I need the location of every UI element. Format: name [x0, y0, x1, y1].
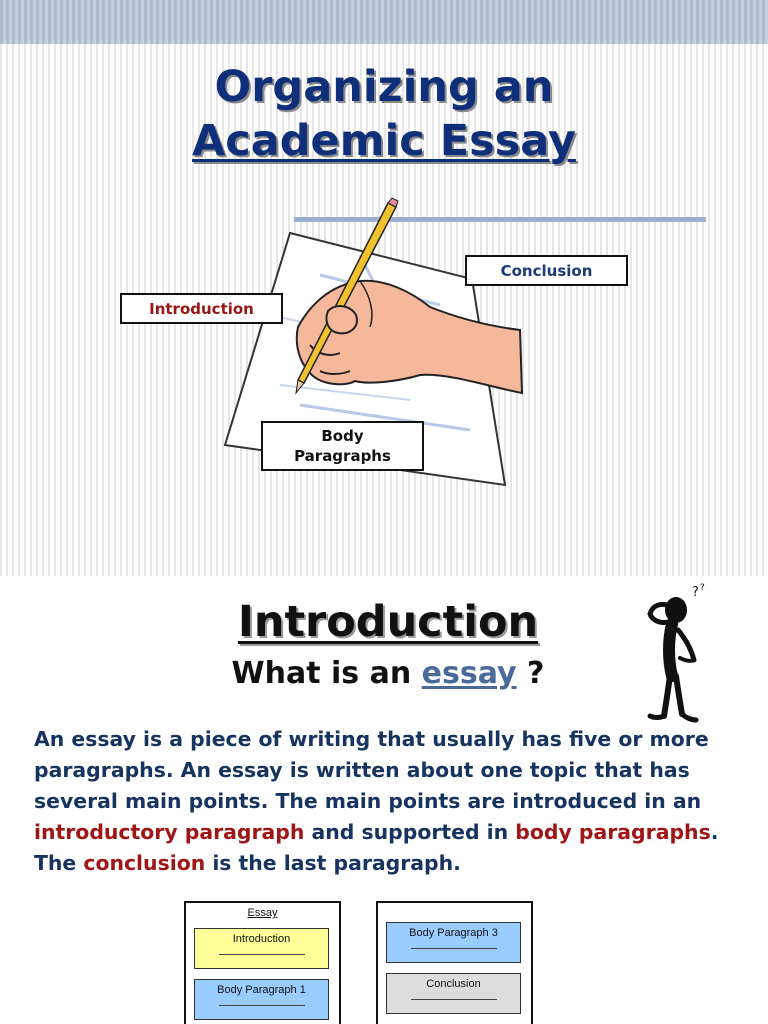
essay-diagram-left: [184, 901, 341, 1024]
diagram-blank-line: [219, 1000, 305, 1006]
slide-introduction: [0, 576, 768, 1024]
diagram-box-body-paragraph-3: [386, 922, 521, 963]
thinking-person-icon: [640, 580, 710, 730]
term-introductory-paragraph: introductory paragraph: [34, 820, 305, 844]
paragraph-part-1: An essay is a piece of writing that usually has five or more paragraphs. An essay is written about one topic that has several main points. The main points are introduced in an: [34, 727, 709, 813]
term-conclusion: conclusion: [83, 851, 206, 875]
essay-diagram-right: [376, 901, 533, 1024]
question-mark: ?: [527, 656, 545, 691]
question-prefix: What is an: [231, 656, 412, 691]
paragraph-part-2: and supported in: [304, 820, 516, 844]
svg-text:?: ?: [692, 585, 699, 600]
svg-text:?: ?: [700, 583, 705, 593]
label-body-line-2: Paragraphs: [294, 447, 391, 465]
diagram-box-introduction: [194, 928, 329, 969]
paragraph-part-3: . The: [34, 820, 719, 875]
diagram-blank-line: [219, 949, 305, 955]
label-body-paragraphs: [261, 421, 424, 471]
label-introduction: Introduction: [120, 293, 283, 324]
diagram-blank-line: [411, 994, 497, 1000]
slide-title: [0, 60, 768, 168]
essay-link[interactable]: essay: [421, 656, 517, 691]
paragraph-part-4: is the last paragraph.: [205, 851, 461, 875]
diagram-blank-line: [411, 943, 497, 949]
diagram-box-body-3-label: Body Paragraph 3: [409, 927, 498, 939]
diagram-box-conclusion: [386, 973, 521, 1014]
diagram-box-body-paragraph-1: [194, 979, 329, 1020]
section-heading: Introduction: [237, 597, 539, 647]
label-body-line-1: Body: [321, 427, 364, 445]
diagram-box-introduction-label: Introduction: [232, 933, 291, 945]
diagram-box-conclusion-label: Conclusion: [426, 978, 481, 990]
essay-definition-paragraph: [34, 724, 754, 879]
header-band: [0, 0, 768, 44]
term-body-paragraphs: body paragraphs: [515, 820, 711, 844]
title-line-1: Organizing an: [214, 62, 554, 112]
essay-diagram-title: Essay: [247, 907, 278, 919]
diagram-box-body-1-label: Body Paragraph 1: [217, 984, 306, 996]
label-conclusion: Conclusion: [465, 255, 628, 286]
title-line-2: Academic Essay: [191, 116, 577, 166]
